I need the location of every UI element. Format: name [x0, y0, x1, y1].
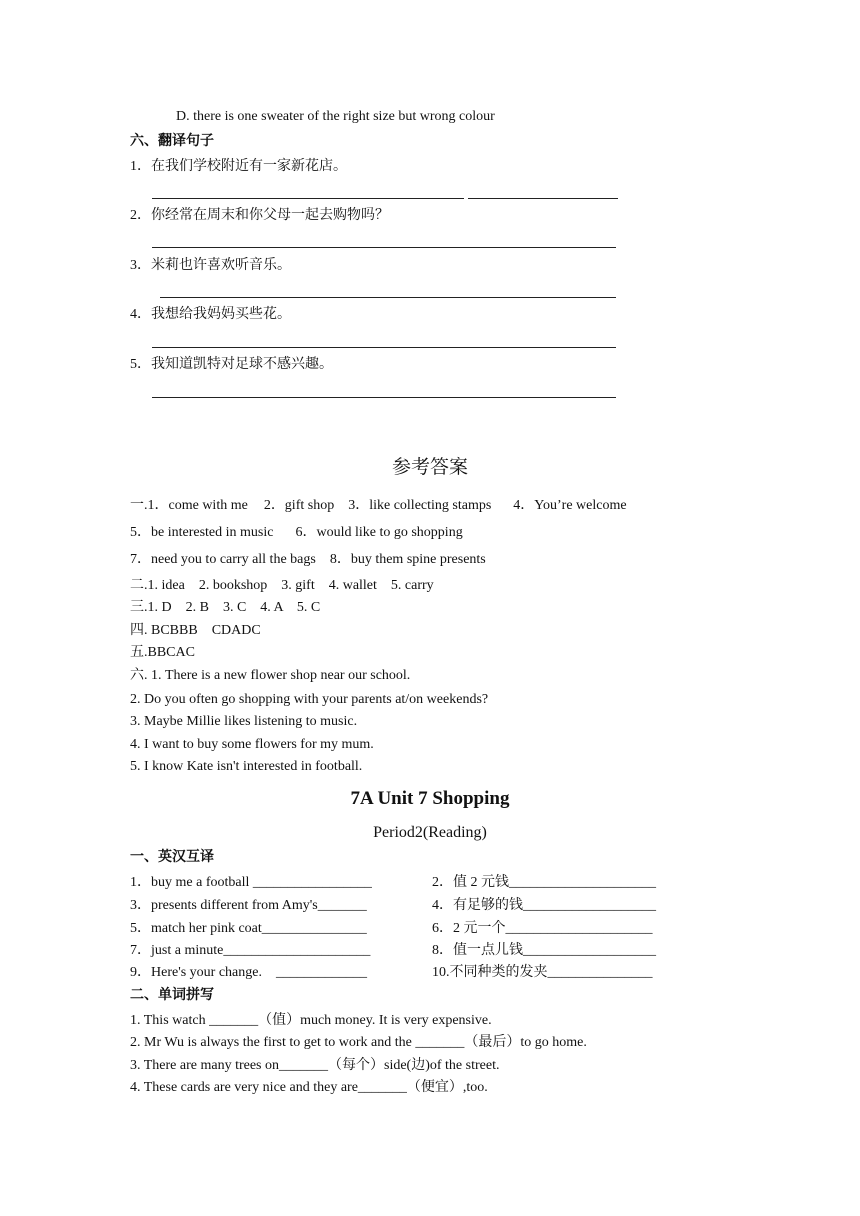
answers-section-4: 四. BCBBB CDADC — [130, 623, 261, 638]
answers-section-6-2: 2. Do you often go shopping with your parents at/on weekends? — [130, 692, 489, 707]
answers-section-6-3: 3. Maybe Millie likes listening to music. — [130, 714, 358, 729]
exercise-item-2: 2．值 2 元钱_____________________ — [432, 875, 656, 890]
spelling-item-1: 1. This watch _______（值）much money. It is very expensive. — [130, 1013, 492, 1028]
answer-1: 一.1．come with me — [130, 498, 248, 513]
question-option-d: D. there is one sweater of the right size but wrong colour — [176, 109, 495, 124]
section-heading-translation: 一、英汉互译 — [130, 850, 214, 865]
answers-line-1 — [130, 497, 627, 515]
answer-4: 4．You’re welcome — [513, 498, 627, 513]
answers-title: 参考答案 — [391, 457, 468, 478]
answer-line-4 — [152, 347, 616, 348]
answers-section-5: 五.BBCAC — [130, 645, 195, 660]
section-heading-translate: 六、翻译句子 — [130, 134, 214, 149]
exercise-item-5: 5．match her pink coat_______________ — [130, 921, 367, 936]
exercise-item-7: 7．just a minute_____________________ — [130, 943, 371, 958]
answer-7: 7．need you to carry all the bags — [130, 552, 316, 567]
answer-line-5 — [152, 397, 616, 398]
answers-line-2 — [130, 524, 463, 542]
spelling-item-2: 2. Mr Wu is always the first to get to work and the _______（最后）to go home. — [130, 1035, 587, 1050]
answer-line-1b — [468, 198, 618, 199]
translate-item-1: 1．在我们学校附近有一家新花店。 — [130, 159, 347, 174]
unit-title: 7A Unit 7 Shopping — [350, 788, 510, 809]
translate-item-2: 2．你经常在周末和你父母一起去购物吗？ — [130, 208, 389, 223]
answers-section-6-4: 4. I want to buy some flowers for my mum. — [130, 737, 374, 752]
exercise-item-6: 6．2 元一个_____________________ — [432, 921, 653, 936]
answer-5: 5．be interested in music — [130, 525, 274, 540]
answers-section-3: 三.1. D 2. B 3. C 4. A 5. C — [130, 600, 321, 615]
answers-line-3 — [130, 551, 486, 569]
spelling-item-3: 3. There are many trees on_______（每个）side(边)of the street. — [130, 1058, 500, 1073]
answers-section-2: 二.1. idea 2. bookshop 3. gift 4. wallet 5. carry — [130, 578, 434, 593]
answer-line-2 — [152, 247, 616, 248]
answers-section-6-1: 六. 1. There is a new flower shop near our school. — [130, 668, 411, 683]
exercise-item-4: 4．有足够的钱___________________ — [432, 898, 656, 913]
answer-3: 3．like collecting stamps — [348, 498, 492, 513]
spelling-item-4: 4. These cards are very nice and they are_______（便宜）,too. — [130, 1080, 488, 1095]
exercise-item-9: 9．Here's your change. _____________ — [130, 965, 367, 980]
exercise-item-3: 3．presents different from Amy's_______ — [130, 898, 367, 913]
translate-item-3: 3．米莉也许喜欢听音乐。 — [130, 258, 291, 273]
answer-2: 2．gift shop — [263, 498, 335, 513]
translate-item-5: 5．我知道凯特对足球不感兴趣。 — [130, 357, 333, 372]
answer-8: 8．buy them spine presents — [329, 552, 486, 567]
answer-line-3 — [160, 297, 616, 298]
exercise-item-8: 8．值一点儿钱___________________ — [432, 943, 656, 958]
translate-item-4: 4．我想给我妈妈买些花。 — [130, 307, 291, 322]
section-heading-spelling: 二、单词拼写 — [130, 988, 214, 1003]
answer-line-1a — [152, 198, 464, 199]
exercise-item-10: 10.不同种类的发夹_______________ — [432, 965, 653, 980]
answer-6: 6．would like to go shopping — [295, 525, 463, 540]
period-subtitle: Period2(Reading) — [373, 824, 487, 841]
answers-section-6-5: 5. I know Kate isn't interested in football. — [130, 759, 363, 774]
exercise-item-1: 1．buy me a football _________________ — [130, 875, 372, 890]
